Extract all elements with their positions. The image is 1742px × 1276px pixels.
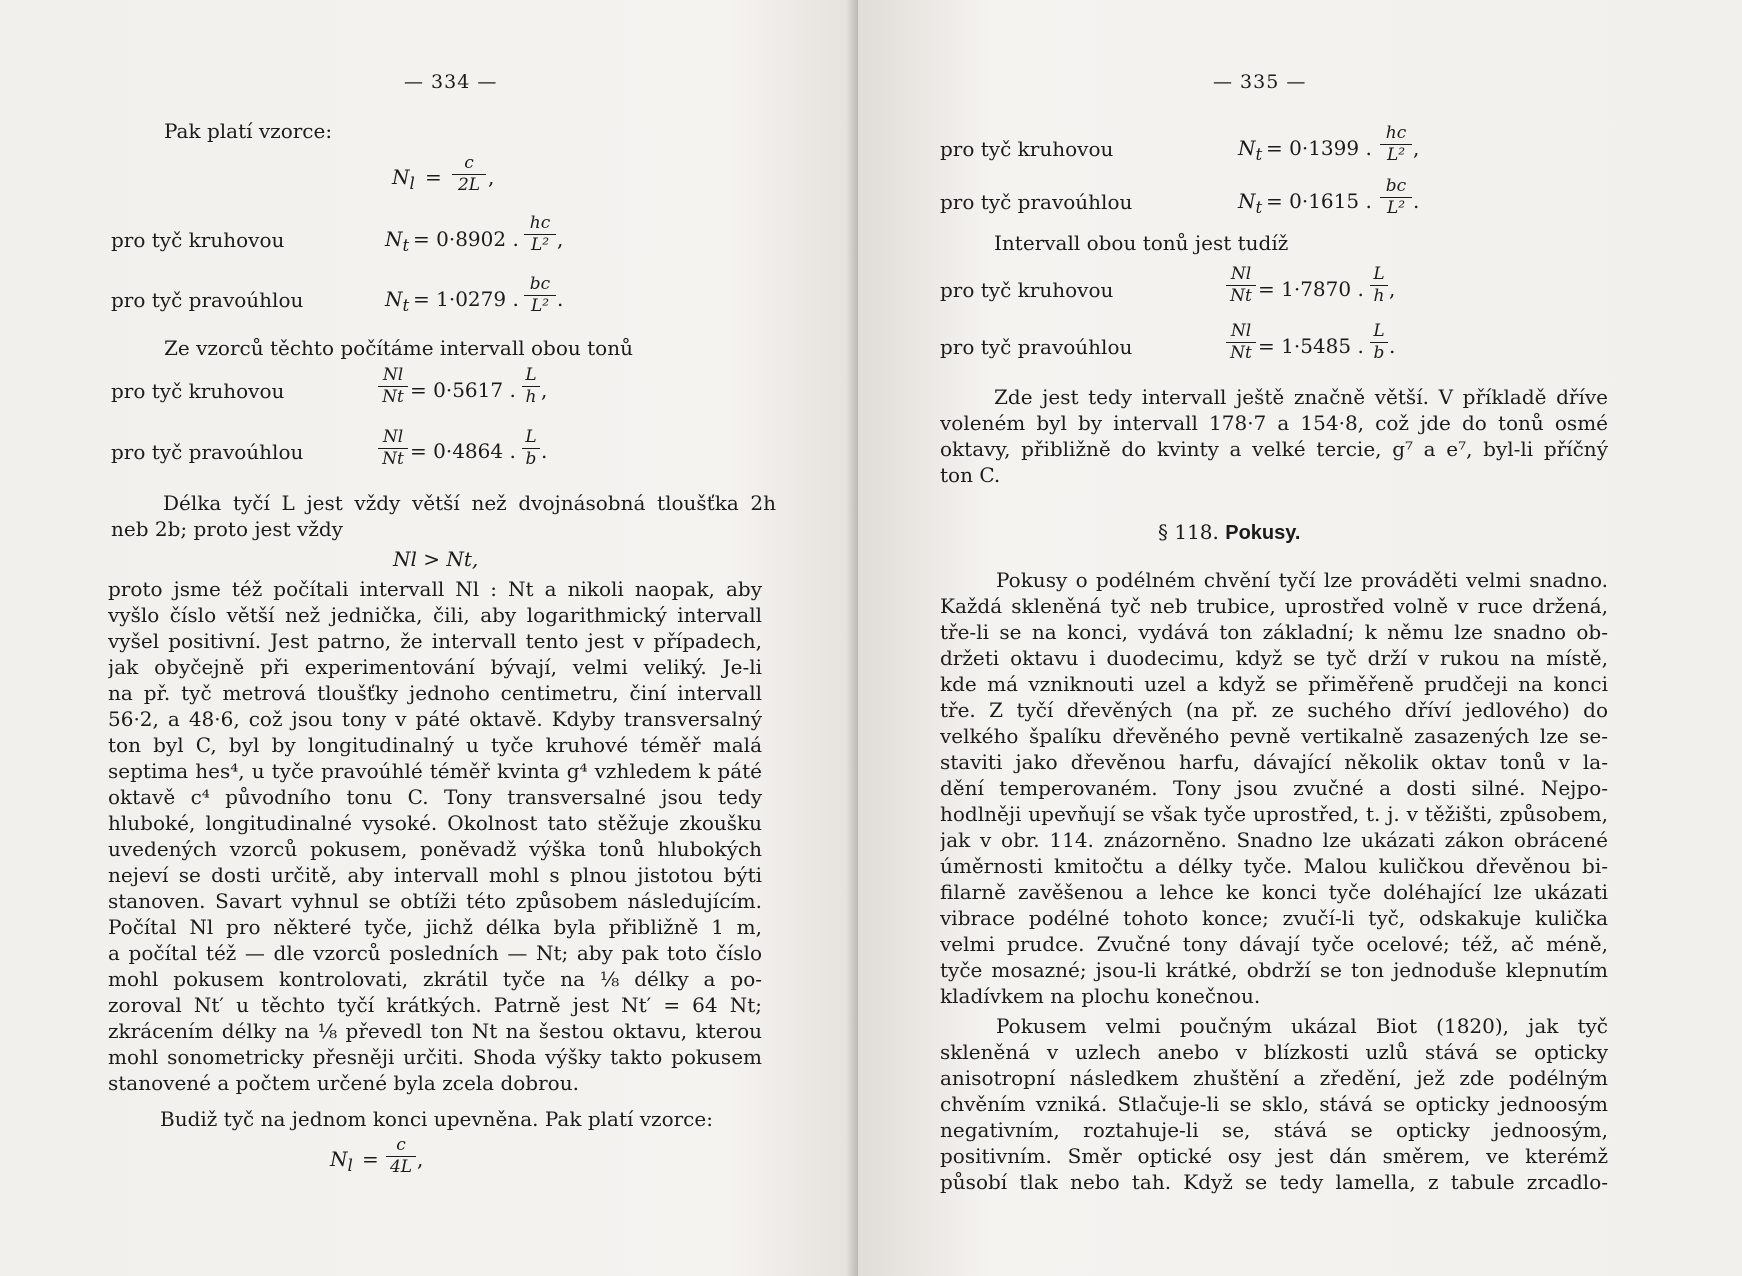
interval-intro: Ze vzorců těchto počítáme intervall obou tonů [164, 336, 633, 360]
formula-eq: = 1·0279 . [413, 287, 519, 311]
formula-lhs: N [392, 165, 410, 189]
paragraph-line: septima hes⁴, u tyče pravoúhlé téměř kvinta g⁴ vzhledem k páté [108, 759, 762, 783]
paragraph-line: nejeví se dosti určitě, aby intervall mohl s plnou jistotou býti [108, 863, 762, 887]
formula-den: L² [1386, 198, 1406, 218]
formula-num: c [464, 153, 474, 173]
paragraph-line: staviti jako dřevěnou harfu, dávající několik oktav tonů v la- [940, 750, 1608, 774]
paragraph-line: filarně zavěšenou a lehce ke konci tyče doléhající lze ukázati [940, 880, 1608, 904]
formula-den: L² [530, 296, 550, 316]
formula-lhs: N [385, 287, 403, 311]
paragraph-line: anisotropní následkem zhuštění a zředění, jež zde podélným [940, 1066, 1608, 1090]
paragraph-line: působí tlak nebo tah. Když se tedy lamella, z tabule zrcadlo- [940, 1170, 1608, 1194]
ratio-num2: L [1373, 264, 1385, 284]
paragraph-line: držeti oktavu i duodecimu, když se tyč drží v rukou na místě, [940, 646, 1608, 670]
ratio-num2: L [1373, 321, 1385, 341]
paragraph-line: tře. Z tyčí dřevěných (na př. ze suchého dříví jedlového) do [940, 698, 1608, 722]
paragraph-line: Počítal Nl pro některé tyče, jichž délka byla přibližně 1 m, [108, 915, 762, 939]
paragraph-line: positivním. Směr optické osy jest dán směrem, ve kterémž [940, 1144, 1608, 1168]
label-round-rod: pro tyč kruhovou [940, 137, 1114, 161]
paragraph-line: ton byl C, byl by longitudinalný u tyče kruhové téměř malá [108, 733, 762, 757]
paragraph-line: tyče mosazné; jsou-li krátké, obdrží se ton jednoduše klepnutím [940, 958, 1608, 982]
paragraph-line: oktavy, přibližně do kvinty a velké tercie, g⁷ a e⁷, byl-li příčný [940, 437, 1608, 461]
formula-den: 2L [457, 175, 481, 195]
paragraph-line: voleném byl by intervall 178·7 a 154·8, což jde do tonů osmé [940, 411, 1608, 435]
paragraph-line: vibrace podélné tohoto konce; zvučí-li tyč, odskakuje kulička [940, 906, 1608, 930]
ratio-den: Nt [382, 449, 404, 469]
formula-sub: t [1255, 198, 1263, 217]
paragraph-line: zkrácením délky na ⅛ převedl ton Nt na šestou oktavu, kterou [108, 1019, 762, 1043]
formula-lhs: N [385, 227, 403, 251]
formula-sub: l [409, 174, 415, 193]
ratio-num: Nl [1230, 321, 1252, 341]
formula-num: c [396, 1135, 406, 1155]
formula-sub: t [402, 236, 410, 255]
formula-lhs: N [330, 1147, 348, 1171]
paragraph-line: proto jsme též počítali intervall Nl : Nt a nikoli naopak, aby [108, 577, 762, 601]
ratio-num2: L [525, 365, 537, 385]
label-rect-rod-2: pro tyč pravoúhlou [940, 335, 1133, 359]
paragraph-line: stanovené a počtem určené byla zcela dobrou. [108, 1071, 579, 1095]
section-heading [1158, 519, 1300, 546]
paragraph-line: zoroval Nt′ u těchto tyčí krátkých. Patrně jest Nt′ = 64 Nt; [108, 993, 762, 1017]
paragraph-line: negativním, roztahuje-li se, stává se opticky jednoosým, [940, 1118, 1608, 1142]
paragraph-line: Budiž tyč na jednom konci upevněna. Pak platí vzorce: [160, 1107, 713, 1131]
paragraph-line: skleněná v uzlech anebo v blízkosti uzlů stává se opticky [940, 1040, 1608, 1064]
ratio-eq: = 1·5485 . [1258, 334, 1364, 358]
section-title: Pokusy. [1225, 522, 1301, 544]
intro-text: Pak platí vzorce: [164, 119, 333, 143]
ratio-tail: . [541, 439, 548, 463]
paragraph-line: velmi prudce. Zvučné tony dávají tyče ocelové; též, ač méně, [940, 932, 1608, 956]
paragraph-line: ton C. [940, 463, 1001, 487]
paragraph-line: mohl sonometricky přesněji určiti. Shoda výšky takto pokusem [108, 1045, 762, 1069]
formula-sub: t [1255, 145, 1263, 164]
ratio-den: Nt [382, 387, 404, 407]
ratio-den: Nt [1230, 286, 1252, 306]
formula-den: L² [530, 235, 550, 255]
interval-intro: Intervall obou tonů jest tudíž [994, 231, 1289, 255]
paragraph-line: Zde jest tedy intervall ještě značně větší. V příkladě dříve [994, 385, 1608, 409]
paragraph-line: vyšel positivní. Jest patrno, že intervall tento jest v případech, [108, 629, 762, 653]
inequality: Nl > Nt, [393, 547, 479, 571]
ratio-num: Nl [1230, 264, 1252, 284]
formula-den: 4L [389, 1157, 413, 1177]
paragraph-line: neb 2b; proto jest vždy [111, 517, 343, 541]
ratio-den: Nt [1230, 343, 1252, 363]
paragraph-line: úměrnosti kmitočtu a délky tyče. Malou kuličkou dřevěnou bi- [940, 854, 1608, 878]
paragraph-line: vyšlo číslo větší než jednička, čili, aby logarithmický intervall [108, 603, 762, 627]
formula-eq: = [425, 165, 442, 189]
formula-num: hc [1385, 123, 1407, 143]
paragraph-line: stanoven. Savart vyhnul se obtíži této způsobem následujícím. [108, 889, 762, 913]
paragraph-line: Pokusy o podélném chvění tyčí lze prováděti velmi snadno. [996, 568, 1608, 592]
page-number: — 334 — [404, 71, 498, 93]
formula-den: L² [1386, 145, 1406, 165]
paragraph-line: jak v obr. 114. znázorněno. Snadno lze ukázati zákon obrácené [940, 828, 1608, 852]
ratio-tail: , [541, 378, 548, 402]
ratio-tail: . [1389, 334, 1396, 358]
ratio-den2: h [525, 387, 537, 407]
paragraph-line: hluboké, longitudinalné vysoké. Okolnost tato stěžuje zkoušku [108, 811, 762, 835]
formula-tail: , [557, 227, 564, 251]
formula-num: hc [529, 213, 551, 233]
ratio-eq: = 1·7870 . [1258, 277, 1364, 301]
page-335 [858, 0, 1742, 1276]
formula-num: bc [529, 274, 551, 294]
ratio-den2: h [1373, 286, 1385, 306]
formula-eq: = 0·8902 . [413, 227, 519, 251]
paragraph-line: a počítal též — dle vzorců posledních — Nt; aby pak toto číslo [108, 941, 762, 965]
paragraph-line: dění temperovaném. Tony jsou zvučné a dosti silné. Nejpo- [940, 776, 1608, 800]
formula-lhs: N [1238, 189, 1256, 213]
paragraph-line: kde má vzniknouti uzel a když se přiměřeně prudčeji na konci [940, 672, 1608, 696]
formula-tail: . [1413, 189, 1420, 213]
paragraph-line: Pokusem velmi poučným ukázal Biot (1820), jak tyč [996, 1014, 1608, 1038]
ratio-eq: = 0·5617 . [410, 378, 516, 402]
ratio-num2: L [525, 427, 537, 447]
label-rect-rod-2: pro tyč pravoúhlou [111, 440, 304, 464]
ratio-eq: = 0·4864 . [410, 439, 516, 463]
label-rect-rod: pro tyč pravoúhlou [940, 190, 1133, 214]
formula-eq: = 0·1399 . [1266, 136, 1372, 160]
paragraph-line: chvěním vzniká. Stlačuje-li se sklo, stává se opticky jednoosým [940, 1092, 1608, 1116]
paragraph-line: Délka tyčí L jest vždy větší než dvojnásobná tloušťka 2h [163, 491, 776, 515]
label-round-rod-2: pro tyč kruhovou [111, 379, 285, 403]
paragraph-line: uvedených vzorců pokusem, poněvadž výška tonů hlubokých [108, 837, 762, 861]
ratio-num: Nl [382, 427, 404, 447]
formula-num: bc [1385, 176, 1407, 196]
paragraph-line: kladívkem na plochu konečnou. [940, 984, 1261, 1008]
paragraph-line: oktavě c⁴ původního tonu C. Tony transversalné jsou tedy [108, 785, 762, 809]
paragraph-line: hodlněji upevňují se však tyče uprostřed, t. j. v těžišti, způsobem, [940, 802, 1608, 826]
formula-tail: , [1413, 136, 1420, 160]
formula-sub: t [402, 296, 410, 315]
ratio-tail: , [1389, 277, 1396, 301]
paragraph-line: na př. tyč metrová tloušťky jednoho centimetru, činí intervall [108, 681, 762, 705]
ratio-den2: b [1373, 343, 1385, 363]
paragraph-line: velkého špalíku dřevěného pevně vertikalně zasazených lze se- [940, 724, 1608, 748]
page-number: — 335 — [1213, 71, 1307, 93]
paragraph-line: mohl pokusem kontrolovati, zkrátil tyče na ⅛ délky a po- [108, 967, 762, 991]
formula-eq: = 0·1615 . [1266, 189, 1372, 213]
label-round-rod: pro tyč kruhovou [111, 228, 285, 252]
ratio-num: Nl [382, 365, 404, 385]
label-round-rod-2: pro tyč kruhovou [940, 278, 1114, 302]
formula-lhs: N [1238, 136, 1256, 160]
formula-tail: , [488, 165, 495, 189]
formula-sub: l [347, 1156, 353, 1175]
formula-tail: , [417, 1147, 424, 1171]
ratio-den2: b [525, 449, 537, 469]
page-334 [0, 0, 858, 1276]
paragraph-line: Každá skleněná tyč neb trubice, uprostřed volně v ruce držená, [940, 594, 1608, 618]
paragraph-line: tře-li se na konci, vydává ton základní; k němu lze snadno ob- [940, 620, 1608, 644]
paragraph-line: 56·2, a 48·6, což jsou tony v páté oktavě. Kdyby transversalný [108, 707, 762, 731]
formula-eq: = [362, 1147, 379, 1171]
formula-tail: . [557, 287, 564, 311]
paragraph-line: jak obyčejně při experimentování bývají, velmi veliký. Je-li [108, 655, 762, 679]
label-rect-rod: pro tyč pravoúhlou [111, 288, 304, 312]
section-number: § 118. [1158, 520, 1219, 544]
